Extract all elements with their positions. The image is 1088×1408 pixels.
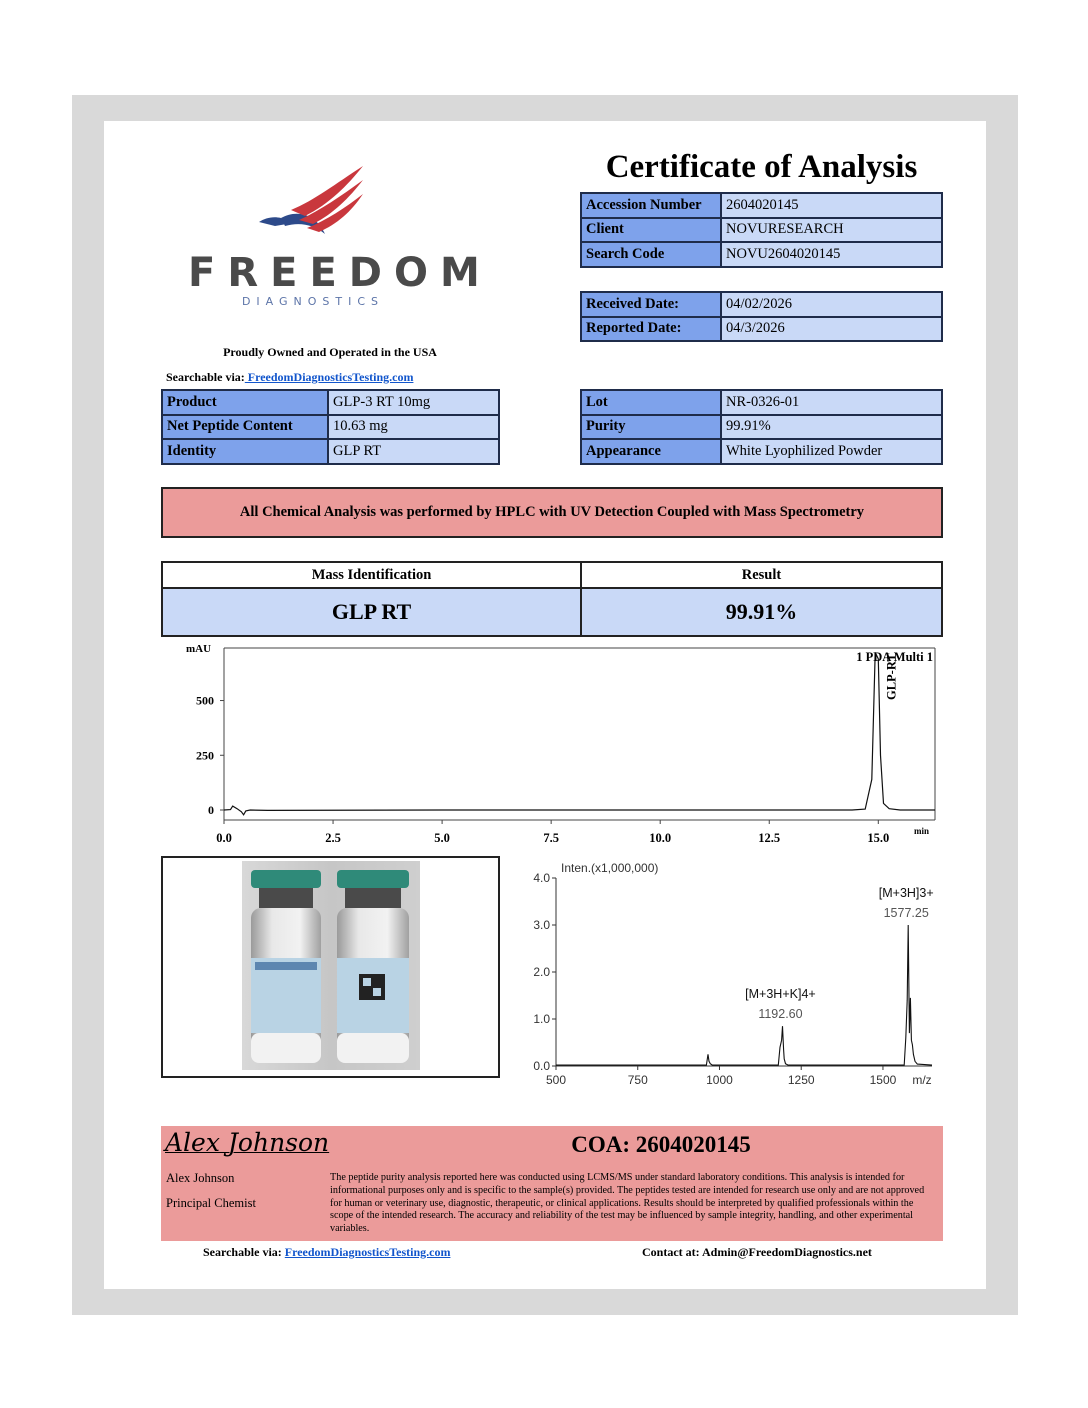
x-tick-label: 1000 [706, 1073, 733, 1087]
mass-identification-value: GLP RT [162, 588, 581, 636]
x-tick-label: 10.0 [649, 831, 672, 845]
series-line [224, 652, 935, 814]
logo-wordmark: FREEDOM [188, 250, 492, 296]
x-tick-label: 15.0 [867, 831, 890, 845]
client-value: NOVURESEARCH [721, 218, 942, 243]
received-date-value: 04/02/2026 [721, 292, 942, 317]
hplc-chromatogram [160, 640, 940, 850]
table-row [162, 415, 499, 440]
mass-spectrum [520, 856, 940, 1096]
search-code-value: NOVU2604020145 [721, 242, 942, 267]
product-table [161, 389, 500, 465]
reported-date-value: 04/3/2026 [721, 317, 942, 342]
vial-right-icon [337, 870, 409, 1063]
purity-value: 99.91% [721, 415, 942, 440]
product-label: Product [162, 390, 328, 415]
y-tick-label: 0.0 [533, 1059, 550, 1073]
logo-subtitle: DIAGNOSTICS [241, 295, 385, 308]
mass-identification-header: Mass Identification [162, 562, 581, 588]
reported-date-label: Reported Date: [581, 317, 721, 342]
x-axis-label: m/z [912, 1073, 932, 1087]
y-tick-label: 0 [208, 803, 214, 817]
table-row [162, 588, 942, 636]
signature-footer [161, 1126, 943, 1241]
table-row [581, 242, 942, 267]
document-title: Certificate of Analysis [605, 149, 918, 185]
identity-label: Identity [162, 439, 328, 464]
search-code-label: Search Code [581, 242, 721, 267]
dates-table [580, 291, 943, 342]
accession-number-value: 2604020145 [721, 193, 942, 218]
y-tick-label: 500 [196, 693, 214, 708]
peak-ion-label: [M+3H+K]4+ [745, 987, 816, 1002]
table-row [581, 292, 942, 317]
peak-ion-label: [M+3H]3+ [878, 886, 934, 900]
table-row [581, 193, 942, 218]
identity-value: GLP RT [328, 439, 499, 464]
lot-value: NR-0326-01 [721, 390, 942, 415]
table-header-row [162, 562, 942, 588]
tagline: Proudly Owned and Operated in the USA [223, 345, 437, 359]
signer-name: Alex Johnson [166, 1171, 235, 1185]
x-tick-label: 1500 [869, 1073, 897, 1087]
spectrum-line [556, 925, 932, 1065]
signer-title: Principal Chemist [166, 1196, 256, 1210]
disclaimer-text: The peptide purity analysis reported here was conducted using LCMS/MS under standard laboratory conditions. This analysis is intended for informational purposes only and is specific to the sample(s) provided. The peptides tested are intended for research use only and are not approved for human or veterinary use, diagnostic, therapeutic, or clinical applications. Results should be interpreted by qualified professionals within the scope of the intended research. The accuracy and reliability of the test may be influenced by sample integrity, handling, and other experimental variables. [330, 1172, 925, 1235]
lot-table [580, 389, 943, 465]
website-link[interactable]: FreedomDiagnosticsTesting.com [244, 370, 414, 384]
table-row [581, 390, 942, 415]
accession-table [580, 192, 943, 268]
peak-mz-label: 1192.60 [758, 1007, 803, 1022]
search-line-top [166, 370, 413, 385]
vial-left-icon [251, 870, 321, 1063]
y-axis-label: mAU [186, 643, 212, 655]
purity-label: Purity [581, 415, 721, 440]
signature: Alex Johnson [165, 1128, 330, 1157]
x-axis-label: min [913, 826, 929, 836]
result-value: 99.91% [581, 588, 942, 636]
eagle-flag-logo-icon [255, 162, 367, 240]
y-tick-label: 1.0 [533, 1012, 550, 1026]
table-row [162, 439, 499, 464]
website-link[interactable]: FreedomDiagnosticsTesting.com [284, 1245, 451, 1259]
legend-entry: 1 PDA Multi 1 [856, 650, 933, 664]
peak-label: GLP-RT [884, 653, 899, 700]
table-row [162, 390, 499, 415]
appearance-label: Appearance [581, 439, 721, 464]
y-tick-label: 3.0 [533, 918, 550, 932]
y-tick-label: 4.0 [533, 871, 550, 885]
coa-number: COA: 2604020145 [571, 1132, 751, 1157]
method-banner: All Chemical Analysis was performed by HPLC with UV Detection Coupled with Mass Spectrometry [161, 487, 943, 538]
table-row [581, 415, 942, 440]
product-value: GLP-3 RT 10mg [328, 390, 499, 415]
x-tick-label: 2.5 [325, 831, 341, 845]
net-peptide-label: Net Peptide Content [162, 415, 328, 440]
product-photo [161, 856, 500, 1078]
x-tick-label: 7.5 [543, 831, 559, 845]
accession-number-label: Accession Number [581, 193, 721, 218]
mass-identification-table [161, 561, 943, 637]
y-tick-label: 2.0 [533, 965, 550, 979]
x-tick-label: 1250 [787, 1073, 815, 1087]
received-date-label: Received Date: [581, 292, 721, 317]
contact-email: Contact at: Admin@FreedomDiagnostics.net [642, 1245, 872, 1259]
client-label: Client [581, 218, 721, 243]
search-label: Searchable via: [166, 370, 245, 384]
table-row [581, 439, 942, 464]
x-tick-label: 5.0 [434, 831, 450, 845]
vials-image [163, 858, 498, 1076]
x-tick-label: 0.0 [216, 831, 232, 845]
table-row [581, 317, 942, 342]
x-tick-label: 500 [545, 1073, 567, 1087]
x-tick-label: 750 [627, 1073, 648, 1087]
y-axis-label: Inten.(x1,000,000) [561, 861, 659, 875]
search-line-bottom [203, 1245, 450, 1260]
appearance-value: White Lyophilized Powder [721, 439, 942, 464]
y-tick-label: 250 [196, 748, 214, 763]
table-row [581, 218, 942, 243]
lot-label: Lot [581, 390, 721, 415]
result-header: Result [581, 562, 942, 588]
x-tick-label: 12.5 [758, 831, 781, 845]
search-label: Searchable via: [203, 1245, 282, 1259]
peak-mz-label: 1577.25 [883, 906, 929, 920]
net-peptide-value: 10.63 mg [328, 415, 499, 440]
